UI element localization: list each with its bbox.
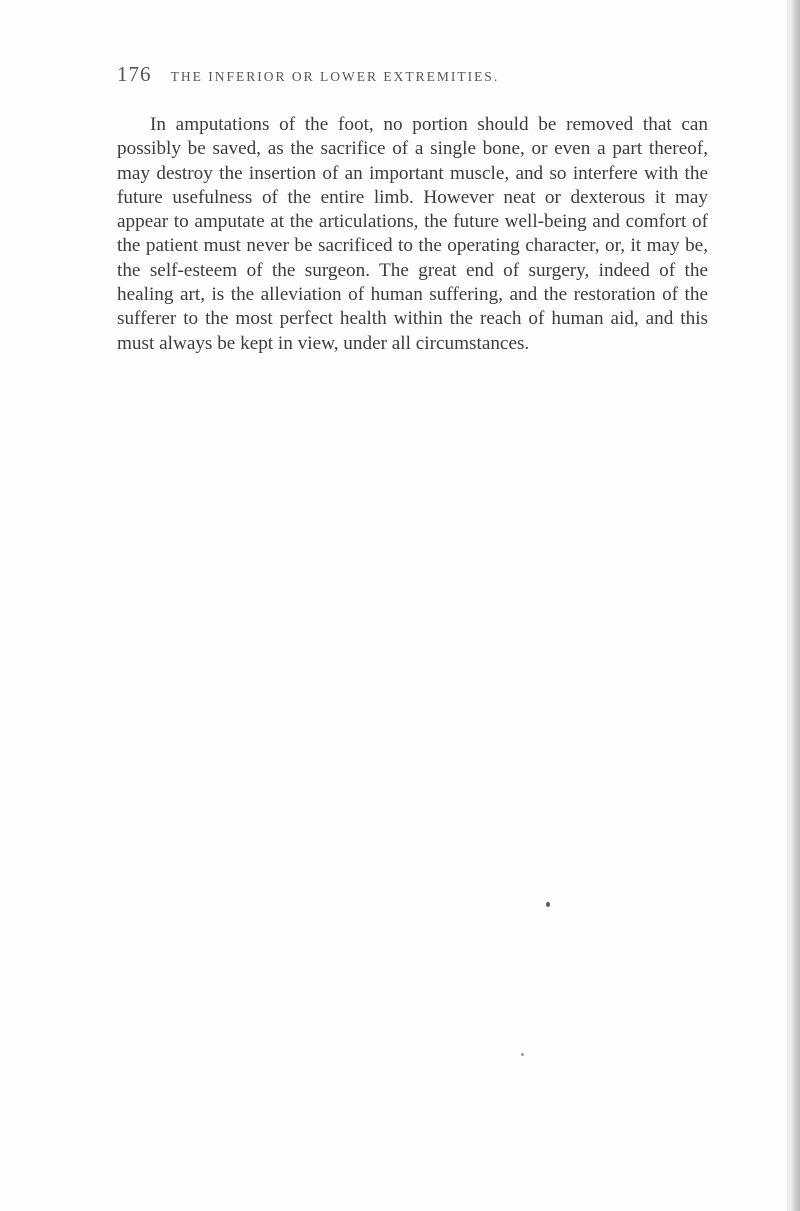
page-number: 176 <box>117 62 152 86</box>
ink-speck <box>546 902 550 907</box>
page-edge <box>790 0 800 1211</box>
ink-speck <box>521 1053 524 1056</box>
body-paragraph: In amputations of the foot, no portion should be removed that can possibly be saved, as the sacrifice of a single bone, or even a part thereof, may destroy the insertion of an important muscle, and so interfere with the future usefulness of the entire limb. However neat or dexterous it may appear to amputate at the articulations, the future well-being and comfort of the patient must never be sacrificed to the operating character, or, it may be, the self-esteem of the surgeon. The great end of surgery, indeed of the healing art, is the alleviation of human suffering, and the restoration of the sufferer to the most perfect health within the reach of human aid, and this must always be kept in view, under all circumstances. <box>117 114 708 354</box>
page-header <box>117 62 677 92</box>
running-head: THE INFERIOR OR LOWER EXTREMITIES. <box>170 69 500 84</box>
